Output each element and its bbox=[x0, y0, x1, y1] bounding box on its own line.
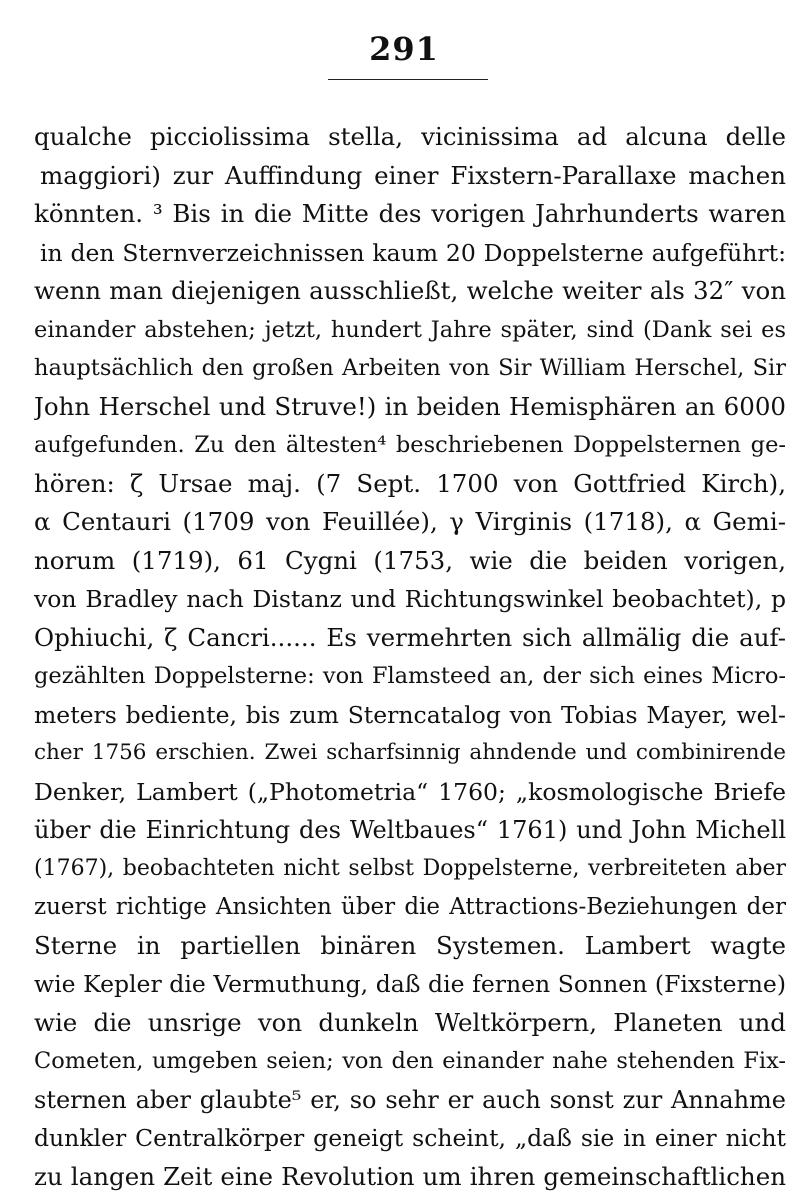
text-line: wie Kepler die Vermuthung, daß die fernen Sonnen (Fixsterne) bbox=[34, 970, 786, 998]
text-line: gezählten Doppelsterne: von Flamsteed an, der sich eines Micro- bbox=[34, 663, 786, 689]
text-line: norum (1719), 61 Cygni (1753, wie die beiden vorigen, bbox=[34, 545, 786, 575]
text-line: wie die unsrige von dunkeln Weltkörpern, Planeten und bbox=[34, 1007, 786, 1037]
text-line: hören: ζ Ursae maj. (7 Sept. 1700 von Gottfried Kirch), bbox=[34, 468, 786, 498]
text-line: hauptsächlich den großen Arbeiten von Sir William Herschel, Sir bbox=[34, 355, 786, 381]
header-rule bbox=[328, 79, 488, 80]
text-line: Cometen, umgeben seien; von den einander nahe stehenden Fix- bbox=[34, 1048, 786, 1074]
text-line: von Bradley nach Distanz und Richtungswinkel beobachtet), p bbox=[34, 585, 786, 613]
text-line: meters bediente, bis zum Sterncatalog von Tobias Mayer, wel- bbox=[34, 700, 786, 729]
text-line: qualche picciolissima stella, vicinissima ad alcuna delle bbox=[34, 122, 786, 151]
text-line: wenn man diejenigen ausschließt, welche weiter als 32″ von bbox=[34, 276, 786, 305]
text-line: über die Einrichtung des Weltbaues“ 1761) und John Michell bbox=[34, 816, 786, 844]
text-line: cher 1756 erschien. Zwei scharfsinnig ahndende und combinirende bbox=[34, 740, 786, 765]
page-number: 291 bbox=[369, 30, 439, 68]
text-line: einander abstehen; jetzt, hundert Jahre später, sind (Dank sei es bbox=[34, 316, 786, 343]
text-line: aufgefunden. Zu den ältesten⁴ beschriebenen Doppelsternen ge- bbox=[34, 432, 786, 458]
text-line: könnten. ³ Bis in die Mitte des vorigen Jahrhunderts waren bbox=[34, 199, 786, 228]
text-line: sternen aber glaubte⁵ er, so sehr er auch sonst zur Annahme bbox=[34, 1085, 786, 1114]
text-line: Denker, Lambert („Photometria“ 1760; „kosmologische Briefe bbox=[34, 777, 786, 806]
body-text bbox=[34, 118, 786, 1196]
text-line: zu langen Zeit eine Revolution um ihren gemeinschaftlichen bbox=[34, 1161, 786, 1191]
text-line: maggiori) zur Auffindung einer Fixstern-Parallaxe machen bbox=[40, 160, 786, 190]
text-line: Sterne in partiellen binären Systemen. Lambert wagte bbox=[34, 930, 786, 960]
text-line: (1767), beobachteten nicht selbst Doppelsterne, verbreiteten aber bbox=[34, 855, 786, 881]
text-line: zuerst richtige Ansichten über die Attractions-Beziehungen der bbox=[34, 894, 786, 920]
text-line: in den Sternverzeichnissen kaum 20 Doppelsterne aufgeführt: bbox=[40, 238, 786, 267]
text-line: Ophiuchi, ζ Cancri...... Es vermehrten sich allmälig die auf- bbox=[34, 622, 786, 652]
text-line: α Centauri (1709 von Feuillée), γ Virginis (1718), α Gemi- bbox=[34, 507, 786, 536]
text-line: John Herschel und Struve!) in beiden Hemisphären an 6000 bbox=[34, 391, 786, 421]
text-line: dunkler Centralkörper geneigt scheint, „daß sie in einer nicht bbox=[34, 1124, 786, 1152]
